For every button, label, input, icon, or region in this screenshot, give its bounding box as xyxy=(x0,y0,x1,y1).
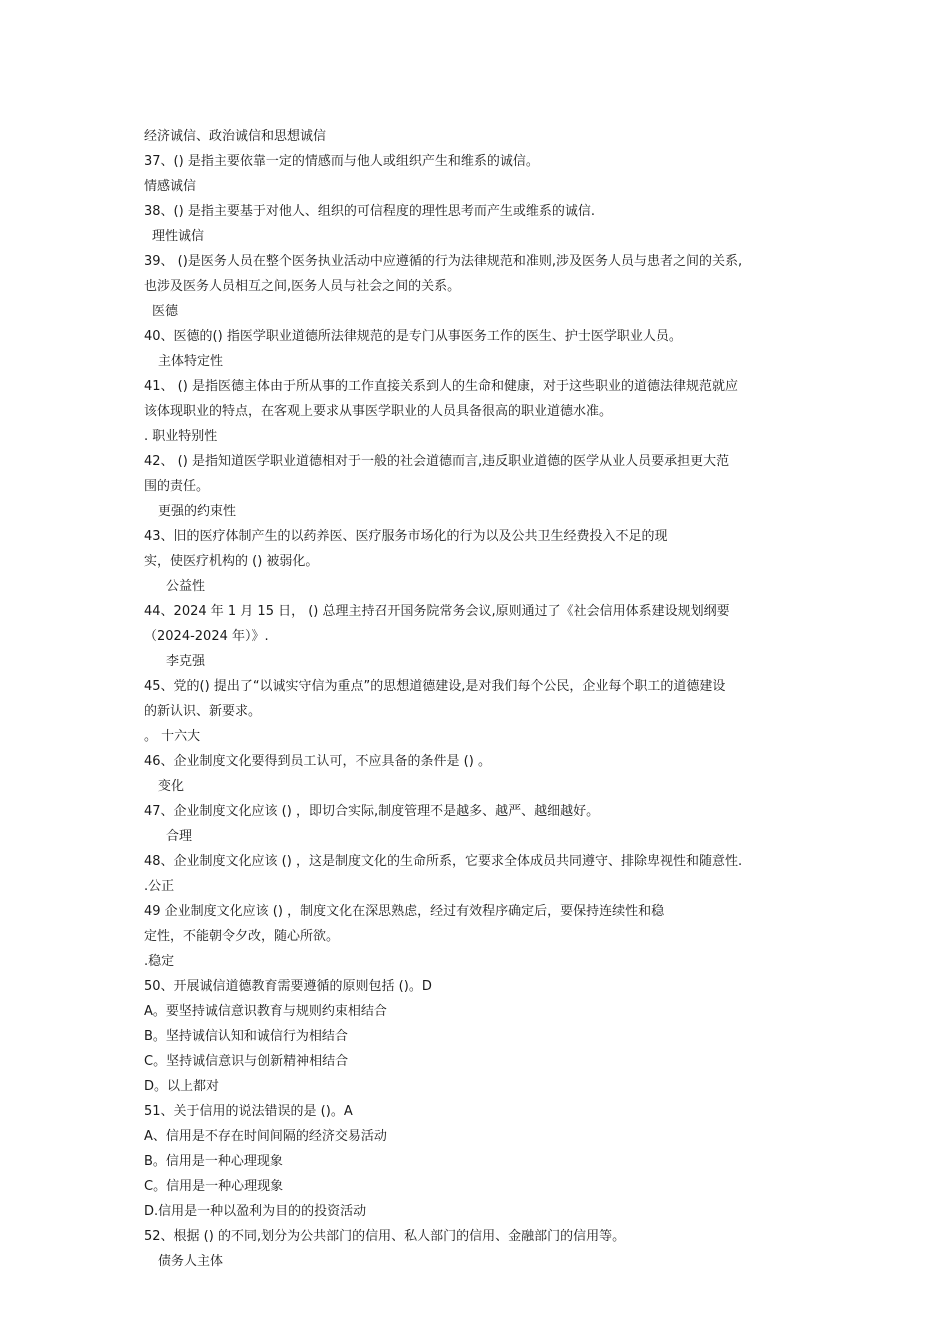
text-line: 的新认识、新要求。 xyxy=(144,704,262,719)
text-line: 也涉及医务人员相互之间,医务人员与社会之间的关系。 xyxy=(144,279,461,294)
text-line: 43、旧的医疗体制产生的以药养医、医疗服务市场化的行为以及公共卫生经费投入不足的现 xyxy=(144,529,668,544)
text-line: D.信用是一种以盈利为目的的投资活动 xyxy=(144,1204,367,1219)
text-line: 52、根据 () 的不同,划分为公共部门的信用、私人部门的信用、金融部门的信用等。 xyxy=(144,1229,626,1244)
text-line: 该体现职业的特点，在客观上要求从事医学职业的人员具备很高的职业道德水准。 xyxy=(144,404,613,419)
text-line: 37、() 是指主要依靠一定的情感而与他人或组织产生和维系的诚信。 xyxy=(144,154,539,169)
text-line: 变化 xyxy=(158,779,185,794)
text-line: 定性，不能朝令夕改，随心所欲。 xyxy=(144,929,340,944)
text-line: 40、医德的() 指医学职业道德所法律规范的是专门从事医务工作的医生、护士医学职业人员。 xyxy=(144,329,682,344)
text-line: C。信用是一种心理现象 xyxy=(144,1179,284,1194)
text-line: 主体特定性 xyxy=(158,354,224,369)
text-line: 。 十六大 xyxy=(144,729,201,744)
text-line: 公益性 xyxy=(166,579,206,594)
text-line: （2024-2024 年）》. xyxy=(144,629,269,644)
text-line: 51、关于信用的说法错误的是 ()。A xyxy=(144,1104,353,1119)
text-line: 42、 () 是指知道医学职业道德相对于一般的社会道德而言,违反职业道德的医学从业人员要承担更大范 xyxy=(144,454,730,469)
document-body xyxy=(144,124,816,1274)
text-line: 实，使医疗机构的 () 被弱化。 xyxy=(144,554,319,569)
text-line: 48、企业制度文化应该 () ，这是制度文化的生命所系，它要求全体成员共同遵守、排除卑视性和随意性. xyxy=(144,854,743,869)
text-line: B。坚持诚信认知和诚信行为相结合 xyxy=(144,1029,348,1044)
text-line: . 职业特别性 xyxy=(144,429,218,444)
text-line: 经济诚信、政治诚信和思想诚信 xyxy=(144,129,327,144)
text-line: .稳定 xyxy=(144,954,175,969)
text-line: 38、() 是指主要基于对他人、组织的可信程度的理性思考而产生或维系的诚信. xyxy=(144,204,595,219)
text-line: 44、2024 年 1 月 15 日， () 总理主持召开国务院常务会议,原则通过了《社会信用体系建设规划纲要 xyxy=(144,604,730,619)
text-line: 41、 () 是指医德主体由于所从事的工作直接关系到人的生命和健康，对于这些职业的道德法律规范就应 xyxy=(144,379,738,394)
text-line: 46、企业制度文化要得到员工认可，不应具备的条件是 () 。 xyxy=(144,754,491,769)
text-line: 49 企业制度文化应该 () ，制度文化在深思熟虑，经过有效程序确定后，要保持连续性和稳 xyxy=(144,904,665,919)
text-line: 39、 ()是医务人员在整个医务执业活动中应遵循的行为法律规范和准则,涉及医务人员与患者之间的关系, xyxy=(144,254,743,269)
text-line: 情感诚信 xyxy=(144,179,197,194)
text-line: A、信用是不存在时间间隔的经济交易活动 xyxy=(144,1129,387,1144)
text-line: 围的责任。 xyxy=(144,479,210,494)
text-line: B。信用是一种心理现象 xyxy=(144,1154,283,1169)
text-line: 合理 xyxy=(166,829,193,844)
text-line: 47、企业制度文化应该 () ，即切合实际,制度管理不是越多、越严、越细越好。 xyxy=(144,804,600,819)
text-line: 50、开展诚信道德教育需要遵循的原则包括 ()。D xyxy=(144,979,432,994)
text-line: 理性诚信 xyxy=(152,229,205,244)
text-line: A。要坚持诚信意识教育与规则约束相结合 xyxy=(144,1004,387,1019)
text-line: 更强的约束性 xyxy=(158,504,237,519)
text-line: .公正 xyxy=(144,879,175,894)
text-line: D。以上都对 xyxy=(144,1079,220,1094)
text-line: 医德 xyxy=(152,304,179,319)
text-line: 债务人主体 xyxy=(158,1254,224,1269)
text-line: 45、党的() 提出了“以诚实守信为重点”的思想道德建设,是对我们每个公民，企业每个职工的道德建设 xyxy=(144,679,726,694)
text-line: C。坚持诚信意识与创新精神相结合 xyxy=(144,1054,349,1069)
text-line: 李克强 xyxy=(166,654,206,669)
